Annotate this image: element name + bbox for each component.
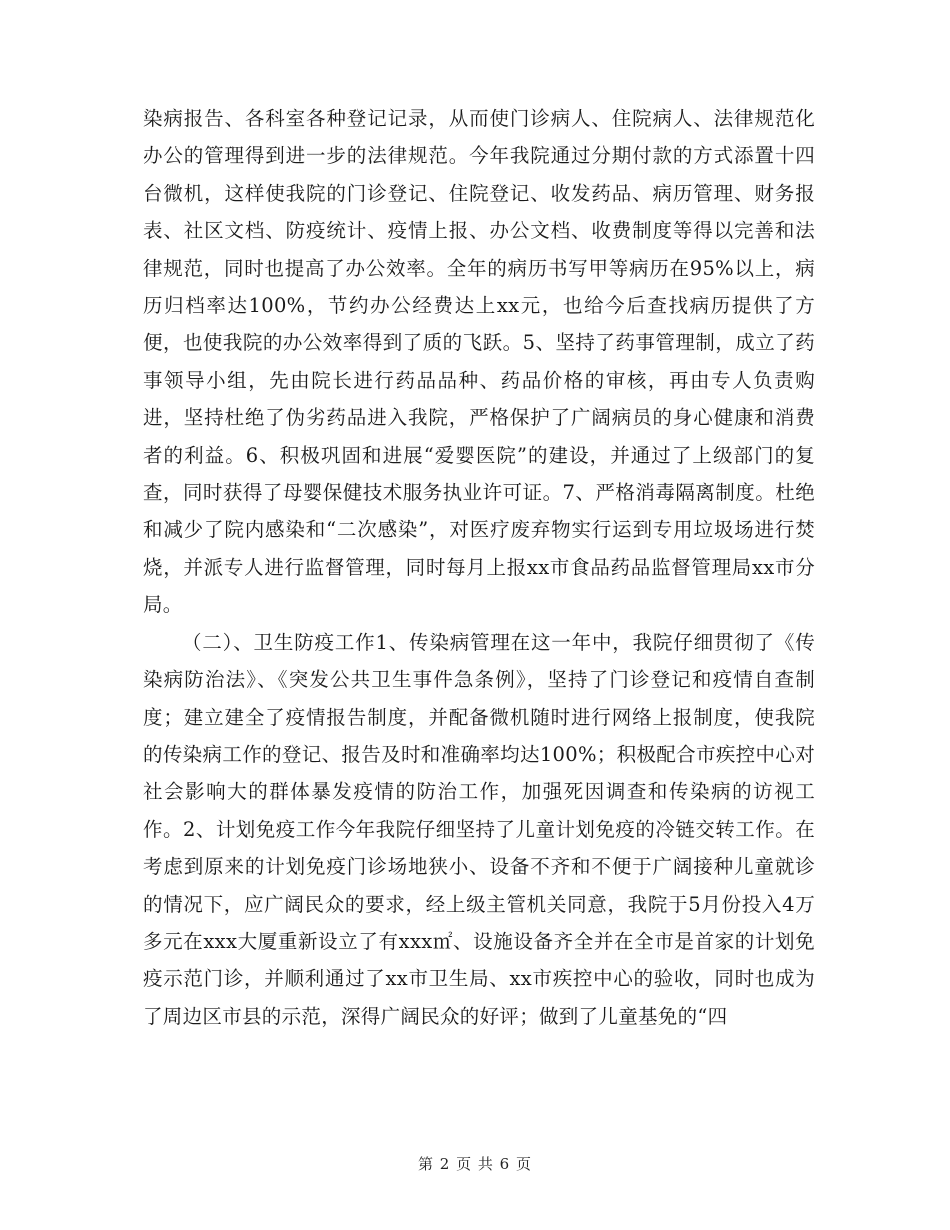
paragraph-2: （二）、卫生防疫工作1、传染病管理在这一年中，我院仔细贯彻了《传染病防治法》、《突发公共卫生事件急条例》，坚持了门诊登记和疫情自查制度；建立建全了疫情报告制度，并配备微机随时进行网络上报制度，使我院的传染病工作的登记、报告及时和准确率均达100%；积极配合市疾控中心对社会影响大的群体暴发疫情的防治工作，加强死因调查和传染病的访视工作。2、计划免疫工作今年我院仔细坚持了儿童计划免疫的冷链交转工作。在考虑到原来的计划免疫门诊场地狭小、设备不齐和不便于广阔接种儿童就诊的情况下，应广阔民众的要求，经上级主管机关同意，我院于5月份投入4万多元在xxx大厦重新设立了有xxx㎡、设施设备齐全并在全市是首家的计划免疫示范门诊，并顺利通过了xx市卫生局、xx市疾控中心的验收，同时也成为了周边区市县的示范，深得广阔民众的好评；做到了儿童基免的“四 [143,630,815,1028]
page-footer: 第 2 页 共 6 页 [418,1155,532,1173]
document-body [143,100,815,1035]
paragraph-1: 染病报告、各科室各种登记记录，从而使门诊病人、住院病人、法律规范化办公的管理得到进一步的法律规范。今年我院通过分期付款的方式添置十四台微机，这样使我院的门诊登记、住院登记、收发药品、病历管理、财务报表、社区文档、防疫统计、疫情上报、办公文档、收费制度等得以完善和法律规范，同时也提高了办公效率。全年的病历书写甲等病历在95%以上，病历归档率达100%，节约办公经费达上xx元，也给今后查找病历提供了方便，也使我院的办公效率得到了质的飞跃。5、坚持了药事管理制，成立了药事领导小组，先由院长进行药品品种、药品价格的审核，再由专人负责购进，坚持杜绝了伪劣药品进入我院，严格保护了广阔病员的身心健康和消费者的利益。6、积极巩固和进展“爱婴医院”的建设，并通过了上级部门的复查，同时获得了母婴保健技术服务执业许可证。7、严格消毒隔离制度。杜绝和减少了院内感染和“二次感染”，对医疗废弃物实行运到专用垃圾场进行焚烧，并派专人进行监督管理，同时每月上报xx市食品药品监督管理局xx市分局。 [143,107,815,617]
